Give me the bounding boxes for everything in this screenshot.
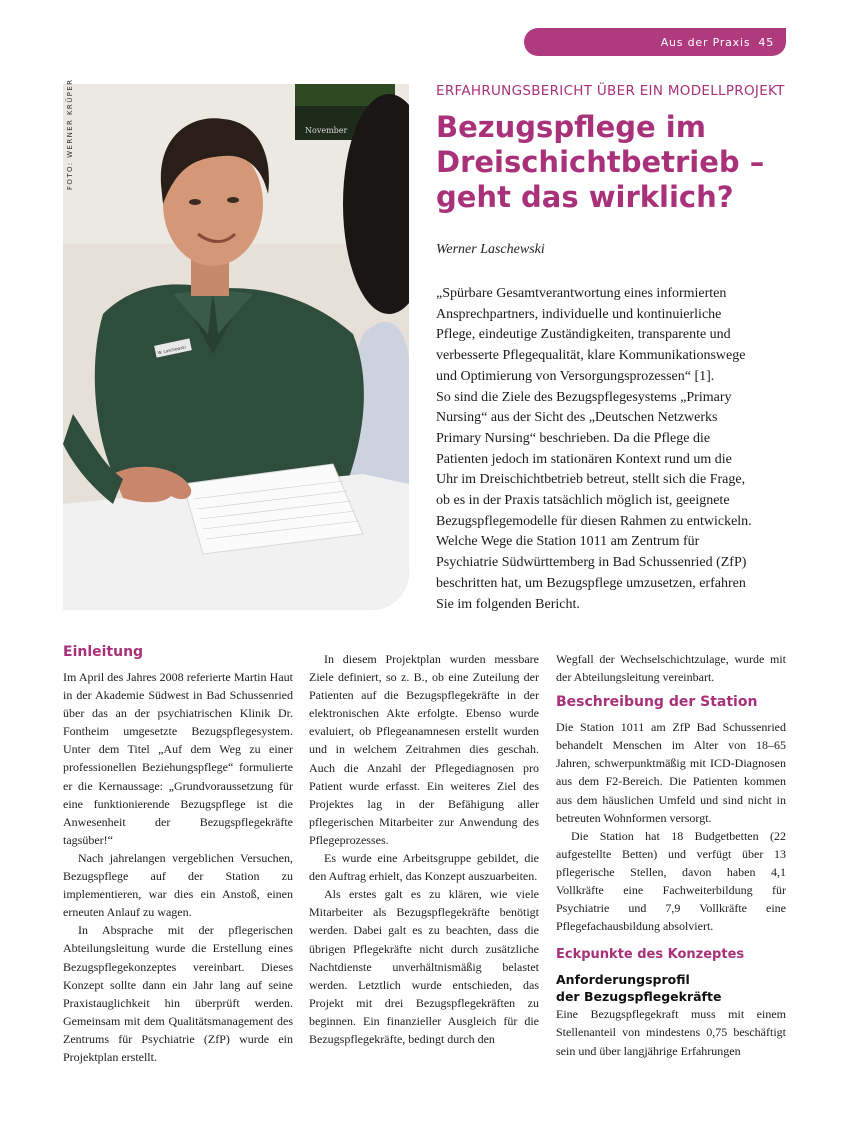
lead-line: Uhr im Dreischichtbetrieb betreut, stellt sich die Frage, (436, 472, 746, 488)
column-2 (309, 650, 539, 1048)
paragraph: In diesem Projektplan wurden messbare Ziele definiert, so z. B., ob eine Zuteilung der Patienten auf die Bezugspflegekräfte in der elektronischen Akte erfolgte. Ebenso wurde evaluiert, ob Pflegeanamnesen erstellt wurden und in welchem Zeitrahmen dies geschah. Auch die Anzahl der Pflegediagnosen pro Patient wurde erfasst. Ein weiteres Ziel des Projektes lag in der Befähigung aller pflegerischen Mitarbeiter zur Anwendung des Pflegeprozesses. (309, 652, 539, 847)
lead-line: und Optimierung von Versorgungsprozessen“ [1]. (436, 368, 715, 384)
lead-line: So sind die Ziele des Bezugspflegesystems „Primary (436, 389, 732, 405)
column-1 (63, 642, 293, 1066)
paragraph: Nach jahrelangen vergeblichen Versuchen, Bezugspflege auf der Station zu implementieren, war dies ein Anstoß, einen erneuten Anlauf zu wagen. (63, 850, 293, 920)
subheading-line: der Bezugspflegekräfte (556, 989, 722, 1005)
title-line: Dreischichtbetrieb – (436, 145, 765, 179)
lead-line: Welche Wege die Station 1011 am Zentrum für (436, 534, 700, 550)
paragraph: Die Station 1011 am ZfP Bad Schussenried behandelt Menschen im Alter von 18–65 Jahren, schwerpunktmäßig mit ICD-Diagnosen aus dem F2-Bereich. Die Patienten kommen aus dem häuslichen Umfeld und sind nicht in betreuten Wohnformen versorgt. (556, 720, 786, 825)
article-photo (63, 84, 409, 610)
paragraph: Als erstes galt es zu klären, wie viele Mitarbeiter als Bezugspflegekräfte benötigt werden. Dabei galt es zu beachten, dass die übrigen Pflegekräfte nicht durch zusätzliche Nachtdienste unverhältnismäßig belastet werden. Letztlich wurde entschieden, das Projekt mit drei Bezugspflegekräften zu beginnen. Ein finanzieller Ausgleich für die Bezugspflegekräfte, bedingt durch den (309, 887, 539, 1046)
lead-line: Nursing“ aus der Sicht des „Deutschen Netzwerks (436, 410, 718, 426)
column-3 (556, 650, 786, 1060)
lead-line: „Spürbare Gesamtverantwortung eines informierten (436, 286, 727, 301)
photo-credit: FOTO: WERNER KRÜPER (66, 78, 74, 190)
lead-line: Bezugspflegemodelle für diesen Rahmen zu entwickeln. (436, 513, 752, 529)
section-heading-station: Beschreibung der Station (556, 694, 758, 711)
paragraph: Wegfall der Wechselschichtzulage, wurde mit der Abteilungsleitung vereinbart. (556, 652, 786, 685)
paragraph: Im April des Jahres 2008 referierte Martin Haut in der Akademie Südwest in Bad Schussenried über das an der psychiatrischen Klinik Dr. Fontheim umgesetzte Bezugspflegesystem. Unter dem Titel „Auf dem Weg zu einer professionellen Beziehungspflege“ formulierte er die Kernaussage: „Grundvoraussetzung für eine funktionierende Bezugspflege ist die Anwesenheit der Bezugspflegekräfte tagsüber!“ (63, 670, 293, 847)
lead-line: Ansprechpartners, individuelle und kontinuierliche (436, 306, 722, 322)
article-lead (436, 284, 788, 615)
article-title (436, 110, 796, 215)
calendar-label: November (305, 126, 348, 135)
lead-line: verbesserte Pflegequalität, klare Kommunikationswege (436, 348, 746, 364)
paragraph: Es wurde eine Arbeitsgruppe gebildet, die den Auftrag erhielt, das Konzept auszuarbeiten. (309, 851, 539, 884)
lead-line: Primary Nursing“ beschrieben. Da die Pflege die (436, 430, 711, 446)
paragraph: Eine Bezugspflegekraft muss mit einem Stellenanteil von mindestens 0,75 beschäftigt sein und über langjährige Erfahrungen (556, 1007, 786, 1058)
lead-line: Pflege, eindeutige Zuständigkeiten, transparente und (436, 327, 731, 343)
section-heading-einleitung: Einleitung (63, 644, 144, 660)
article-kicker: ERFAHRUNGSBERICHT ÜBER EIN MODELLPROJEKT (436, 83, 785, 99)
photo-illustration (63, 84, 409, 610)
page-number: 45 (758, 35, 774, 49)
article-author: Werner Laschewski (436, 242, 545, 257)
subheading-line: Anforderungsprofil (556, 972, 690, 988)
lead-line: Sie im folgenden Bericht. (436, 596, 580, 612)
paragraph: Die Station hat 18 Budgetbetten (22 aufgestellte Betten) und verfügt über 13 pflegerische Stellen, davon haben 4,1 Vollkräfte eine Fachweiterbildung für Psychiatrie und 7,9 Vollkräfte eine Pflegefachausbildung absolviert. (556, 828, 786, 934)
lead-line: Psychiatrie Südwürttemberg in Bad Schussenried (ZfP) (436, 555, 747, 571)
section-heading-eckpunkte: Eckpunkte des Konzeptes (556, 947, 745, 963)
name-badge: W. Laschewski (157, 344, 187, 356)
lead-line: beschritten hat, um Bezugspflege umzusetzen, erfahren (436, 575, 746, 591)
title-line: geht das wirklich? (436, 180, 734, 214)
paragraph: In Absprache mit der pflegerischen Abteilungsleitung wurde die Erstellung eines Bezugspflegekonzeptes vereinbart. Dieses Konzept sollte dann ein Jahr lang auf seine Praxistauglichkeit hin überprüft werden. Gemeinsam mit dem Qualitätsmanagement des Zentrums für Psychiatrie (ZfP) wurde ein Projektplan erstellt. (63, 923, 293, 1064)
lead-line: ob es in der Praxis tatsächlich möglich ist, geeignete (436, 493, 730, 509)
section-header (524, 28, 786, 56)
subheading-anforderungsprofil (556, 971, 786, 1005)
title-line: Bezugspflege im (436, 110, 706, 144)
section-label: Aus der Praxis (660, 35, 751, 49)
lead-line: Patienten jedoch im stationären Kontext rund um die (436, 451, 732, 467)
